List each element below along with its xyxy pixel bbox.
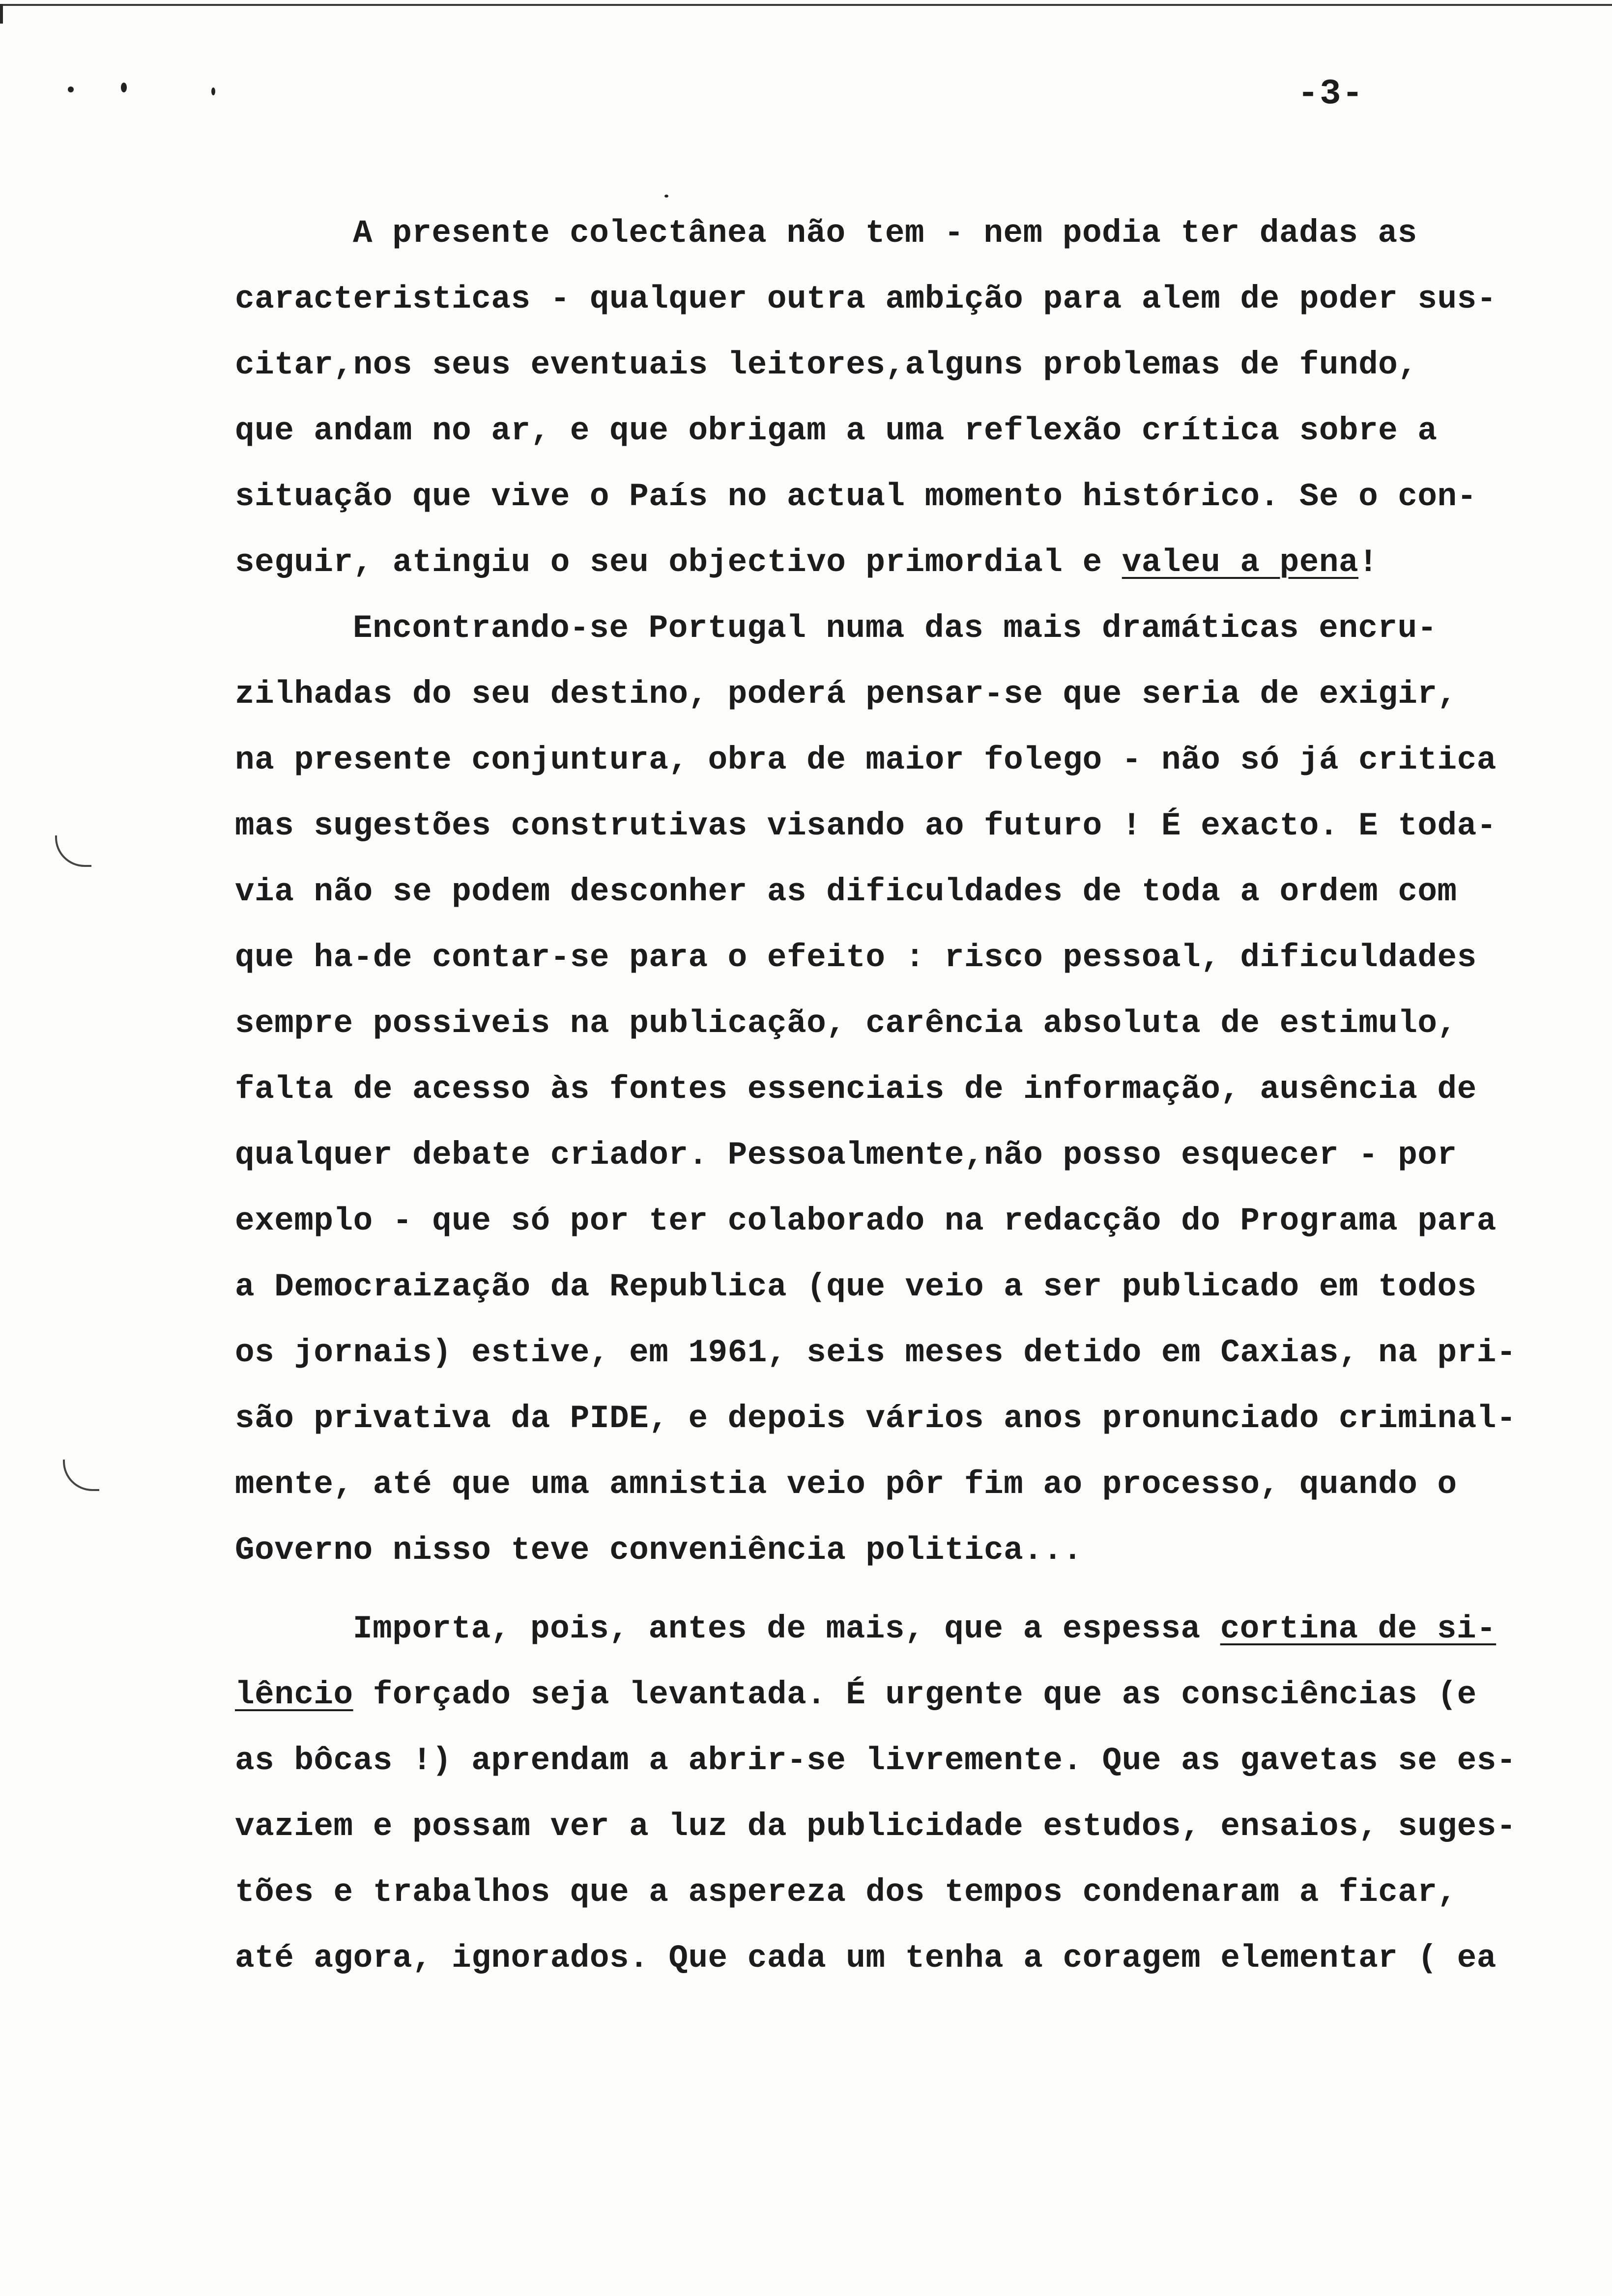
text-line: as bôcas !) aprendam a abrir-se livremente. Que as gavetas se es-	[235, 1742, 1516, 1779]
text-line: via não se podem desconher as dificuldades de toda a ordem com	[235, 873, 1457, 910]
text-line: citar,nos seus eventuais leitores,alguns problemas de fundo,	[235, 346, 1418, 383]
scan-speck	[664, 195, 668, 198]
text-line: na presente conjuntura, obra de maior folego - não só já critica	[235, 742, 1497, 778]
text-line: qualquer debate criador. Pessoalmente,não posso esquecer - por	[235, 1137, 1457, 1174]
underlined-phrase: valeu a pena	[1122, 544, 1359, 581]
text-segment: !	[1358, 544, 1379, 581]
text-line: Governo nisso teve conveniência politica...	[235, 1532, 1083, 1569]
text-line: A presente colectânea não tem - nem podia ter dadas as	[353, 215, 1417, 252]
text-line: vaziem e possam ver a luz da publicidade estudos, ensaios, suges-	[235, 1808, 1516, 1845]
text-line: falta de acesso às fontes essenciais de informação, ausência de	[235, 1071, 1477, 1108]
text-line: caracteristicas - qualquer outra ambição para alem de poder sus-	[235, 281, 1497, 317]
text-segment: Importa, pois, antes de mais, que a espessa	[353, 1610, 1220, 1647]
text-line: situação que vive o País no actual momento histórico. Se o con-	[235, 478, 1477, 515]
text-line: Encontrando-se Portugal numa das mais dramáticas encru-	[353, 610, 1437, 647]
text-line: tões e trabalhos que a aspereza dos tempos condenaram a ficar,	[235, 1874, 1457, 1911]
text-line: mas sugestões construtivas visando ao futuro ! É exacto. E toda-	[235, 807, 1497, 844]
text-line: mente, até que uma amnistia veio pôr fim ao processo, quando o	[235, 1466, 1457, 1503]
text-line: que andam no ar, e que obrigam a uma reflexão crítica sobre a	[235, 412, 1438, 449]
punch-hole-mark	[63, 1460, 99, 1491]
text-segment: forçado seja levantada. É urgente que as consciências (e	[353, 1676, 1477, 1713]
text-line: até agora, ignorados. Que cada um tenha a coragem elementar ( ea	[235, 1940, 1497, 1977]
scan-speck	[68, 86, 74, 92]
text-line	[353, 1607, 1496, 1651]
text-line: que ha-de contar-se para o efeito : risco pessoal, dificuldades	[235, 939, 1477, 976]
underlined-phrase: cortina de si-	[1220, 1610, 1497, 1647]
text-line: são privativa da PIDE, e depois vários anos pronunciado criminal-	[235, 1400, 1516, 1437]
scan-speck	[121, 83, 127, 92]
underlined-phrase: lêncio	[235, 1676, 353, 1713]
scan-corner-mark	[0, 4, 3, 24]
text-line	[235, 1673, 1477, 1717]
text-line: exemplo - que só por ter colaborado na redacção do Programa para	[235, 1203, 1497, 1239]
scan-edge-line	[0, 4, 1612, 13]
text-line: sempre possiveis na publicação, carência absoluta de estimulo,	[235, 1005, 1457, 1042]
text-line	[235, 541, 1378, 585]
scan-speck	[211, 87, 215, 95]
text-line: os jornais) estive, em 1961, seis meses detido em Caxias, na pri-	[235, 1334, 1516, 1371]
text-segment: seguir, atingiu o seu objectivo primordial e	[235, 544, 1122, 581]
text-line: zilhadas do seu destino, poderá pensar-se que seria de exigir,	[235, 676, 1457, 713]
text-line: a Democraização da Republica (que veio a ser publicado em todos	[235, 1268, 1477, 1305]
punch-hole-mark	[55, 835, 91, 867]
page-number: -3-	[1297, 74, 1364, 114]
